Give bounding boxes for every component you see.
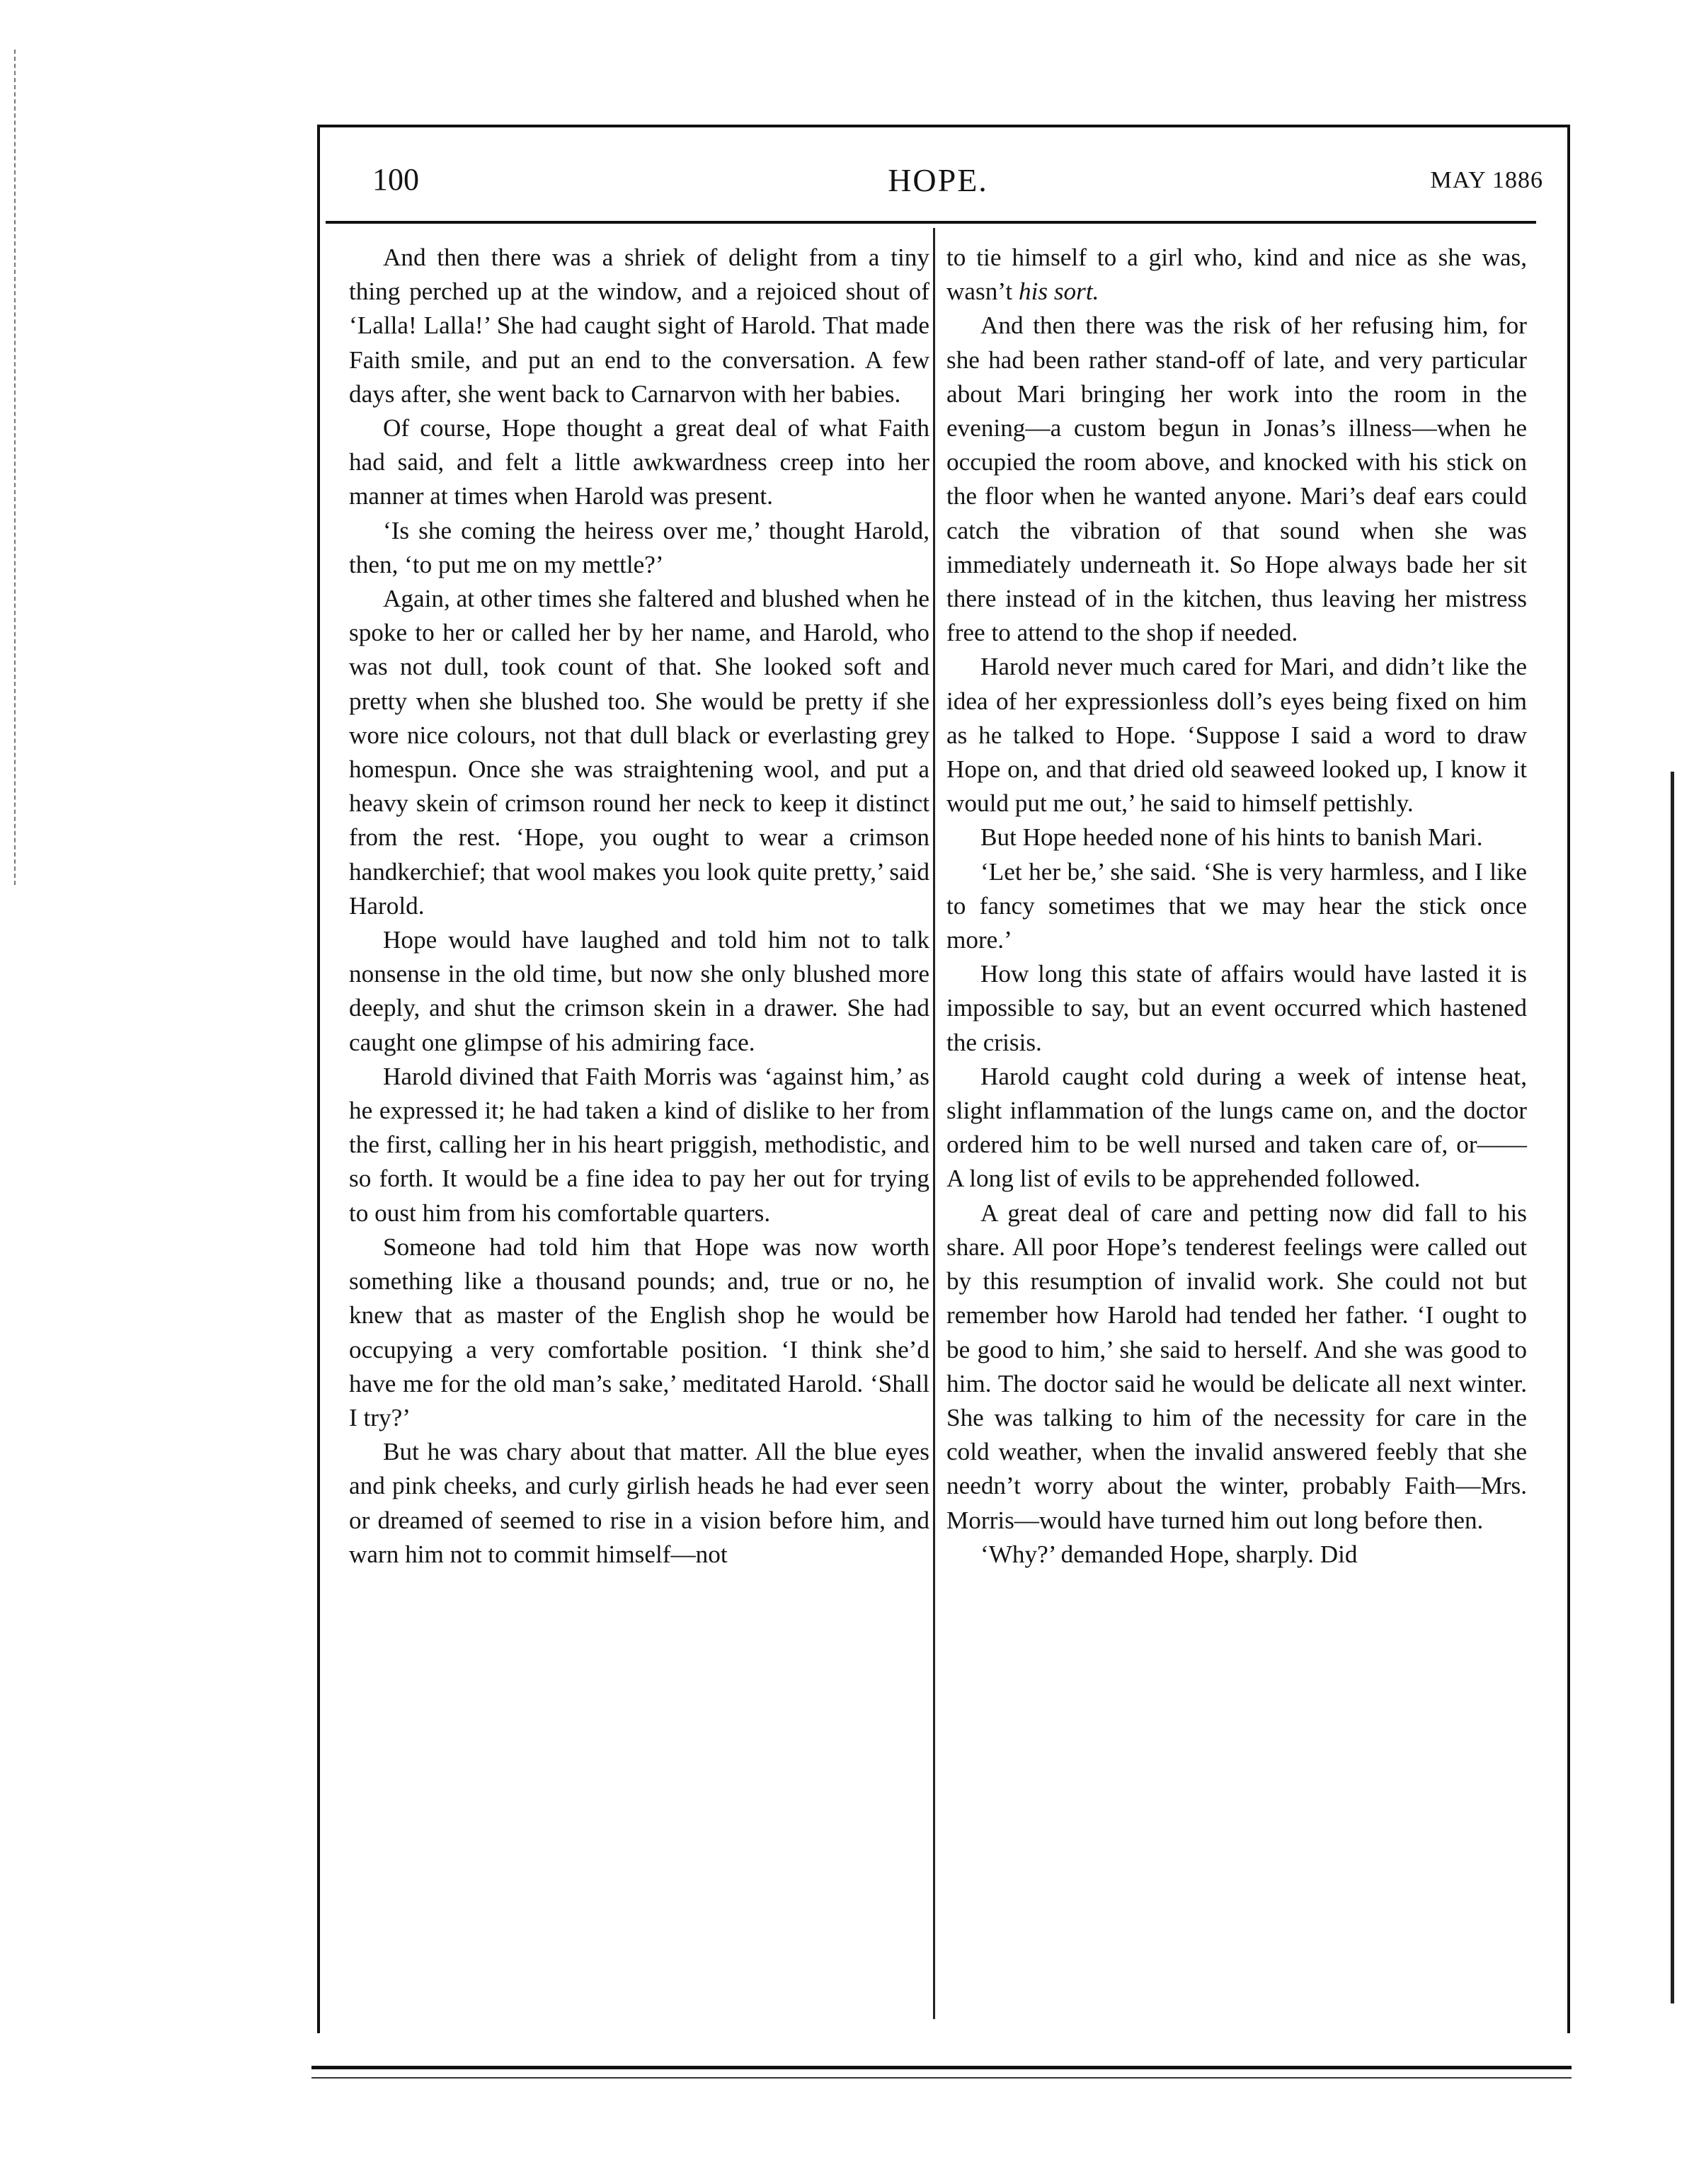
paragraph: Harold never much cared for Mari, and didn’t like the idea of her expressionless doll’s eyes being fixed on him as he talked to Hope. ‘Suppose I said a word to draw Hope on, and that dried old seaweed looked up, I know it would put me out,’ he said to himself pettishly.: [946, 653, 1527, 818]
continued-paragraph: to tie himself to a girl who, kind and nice as she was, wasn’t his sort.: [946, 244, 1527, 306]
paragraph: And then there was a shriek of delight from a tiny thing perched up at the window, and a rejoiced shout of ‘Lalla! Lalla!’ She had caught sight of Harold. That made Faith smile, and put an end to the conversation. A few days after, she went back to Carnarvon with her babies.: [349, 244, 929, 408]
bottom-rule: [311, 2066, 1572, 2069]
journal-title: HOPE.: [888, 162, 988, 198]
paragraph: How long this state of affairs would have lasted it is impossible to say, but an event occurred which hastened the crisis.: [946, 960, 1527, 1056]
paragraph: Of course, Hope thought a great deal of what Faith had said, and felt a little awkwardness creep into her manner at times when Harold was present.: [349, 414, 929, 510]
left-column: [349, 241, 929, 1572]
paragraph: ‘Let her be,’ she said. ‘She is very harmless, and I like to fancy sometimes that we may hear the stick once more.’: [946, 857, 1527, 954]
page-number: 100: [372, 162, 419, 197]
paragraph: Harold divined that Faith Morris was ‘against him,’ as he expressed it; he had taken a kind of dislike to her from the first, calling her in his heart priggish, methodistic, and so forth. It would be a fine idea to pay her out for trying to oust him from his comfortable quarters.: [349, 1062, 929, 1227]
paragraph: But Hope heeded none of his hints to banish Mari.: [980, 823, 1483, 852]
paragraph: ‘Why?’ demanded Hope, sharply. Did: [980, 1540, 1358, 1568]
right-column: [946, 241, 1527, 1572]
paragraph: Hope would have laughed and told him not to talk nonsense in the old time, but now she only blushed more deeply, and shut the crimson skein in a drawer. She had caught one glimpse of his admiring face.: [349, 926, 929, 1056]
issue-date: MAY 1886: [1430, 167, 1543, 193]
running-head: [333, 161, 1543, 207]
paragraph: Again, at other times she faltered and blushed when he spoke to her or called her by her name, and Harold, who was not dull, took count of that. She looked soft and pretty when she blushed too. She would be pretty if she wore nice colours, not that dull black or everlasting grey homespun. Once she was straightening wool, and put a heavy skein of crimson round her neck to keep it distinct from the rest. ‘Hope, you ought to wear a crimson handkerchief; that wool makes you look quite pretty,’ said Harold.: [349, 585, 929, 920]
emphasis: his sort.: [1018, 278, 1099, 306]
column-divider: [933, 228, 935, 2019]
paragraph: A great deal of care and petting now did fall to his share. All poor Hope’s tenderest feelings were called out by this resumption of invalid work. She could not but remember how Harold had tended her father. ‘I ought to be good to him,’ she said to herself. And she was good to him. The doctor said he would be delicate all next winter. She was talking to him of the necessity for care in the cold weather, when the invalid answered feebly that she needn’t worry about the winter, probably Faith—Mrs. Morris—would have turned him out long before then.: [946, 1199, 1527, 1534]
paragraph: And then there was the risk of her refusing him, for she had been rather stand-off of late, and very particular about Mari bringing her work into the room in the evening—a custom begun in Jonas’s illness—when he occupied the room above, and knocked with his stick on the floor when he wanted anyone. Mari’s deaf ears could catch the vibration of that sound when she was immediately underneath it. So Hope always bade her sit there instead of in the kitchen, thus leaving her mistress free to attend to the shop if needed.: [946, 311, 1527, 647]
paragraph: Harold caught cold during a week of intense heat, slight inflammation of the lungs came on, and the doctor ordered him to be well nursed and taken care of, or—— A long list of evils to be apprehended followed.: [946, 1062, 1527, 1193]
scan-margin-mark: [14, 50, 16, 885]
scan-edge-shadow: [1671, 772, 1674, 2003]
bottom-rule-thin: [311, 2077, 1572, 2079]
paragraph: Someone had told him that Hope was now worth something like a thousand pounds; and, true or no, he knew that as master of the English shop he would be occupying a very comfortable position. ‘I think she’d have me for the old man’s sake,’ meditated Harold. ‘Shall I try?’: [349, 1233, 929, 1431]
paragraph: ‘Is she coming the heiress over me,’ thought Harold, then, ‘to put me on my mettle?’: [349, 516, 929, 578]
paragraph: But he was chary about that matter. All the blue eyes and pink cheeks, and curly girlish heads he had ever seen or dreamed of seemed to rise in a vision before him, and warn him not to commit himself—not: [349, 1438, 929, 1568]
header-rule: [326, 221, 1536, 224]
